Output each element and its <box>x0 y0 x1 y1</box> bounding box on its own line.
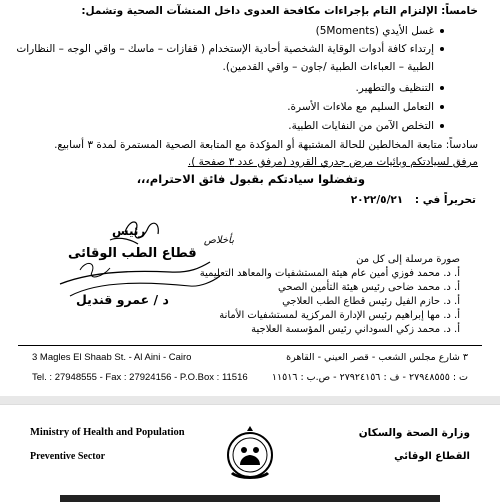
bullet-item: غسل الأيدي (5Moments) <box>316 24 444 38</box>
bullet-dot-icon <box>440 105 444 109</box>
date-label: تحريراً في : <box>414 194 476 206</box>
recipients-intro: صورة مرسلة إلى كل من <box>356 254 460 265</box>
footer-phones-en: Tel. : 27948555 - Fax : 27924156 - P.O.Box : 11516 <box>32 372 248 383</box>
bullet-item: التخلص الآمن من النفايات الطبية. <box>288 119 444 133</box>
ministry-emblem-icon <box>222 423 278 483</box>
recipient-item: أ. د. حازم الفيل رئيس قطاع الطب العلاجي <box>282 296 460 307</box>
ministry-name-ar: وزارة الصحة والسكان <box>358 427 470 439</box>
closing-line: وتفضلوا سيادتكم بقبول فائق الاحترام،،، <box>136 172 365 186</box>
footer-address-en: 3 Magles El Shaab St. - Al Aini - Cairo <box>32 352 192 363</box>
document-page-2 <box>0 404 500 502</box>
date-line <box>351 193 476 207</box>
sector-name-ar: القطاع الوقائي <box>394 451 470 462</box>
signature-scribble-text: بأخلاص <box>203 235 234 246</box>
section-six: سادساً: متابعة المخالطين للحالة المشتبهة أو المؤكدة مع المتابعة الصحية المستمرة لمدة ٣ أسابيع. <box>54 139 478 151</box>
recipient-item: أ. د. مها إبراهيم رئيس الإدارة المركزية لمستشفيات الأمانة <box>219 310 460 321</box>
bullet-dot-icon <box>440 47 444 51</box>
bullet-dot-icon <box>440 124 444 128</box>
ministry-name-en: Ministry of Health and Population <box>30 427 185 438</box>
footer-address-ar: ٣ شارع مجلس الشعب - قصر العيني - القاهرة <box>286 352 468 363</box>
footer-divider <box>18 345 482 346</box>
bullet-item: التنظيف والتطهير. <box>355 81 444 95</box>
signer-title-line2: قطاع الطب الوقائى <box>68 246 197 261</box>
bullet-dot-icon <box>440 86 444 90</box>
recipient-item: أ. د. محمد زكي السوداني رئيس المؤسسة العلاجية <box>251 324 460 335</box>
bullet-item: التعامل السليم مع ملاءات الأسرة. <box>287 100 444 114</box>
date-value: ٢٠٢٢/٥/٢١ <box>350 194 404 206</box>
recipient-item: أ. د. محمد ضاحى رئيس هيئة التأمين الصحي <box>278 282 460 293</box>
bullet-item-continuation: الطبية – العباءات الطبية /جاون – واقي القدمين). <box>222 61 434 73</box>
bullet-dot-icon <box>440 29 444 33</box>
bullet-item: إرتداء كافة أدوات الوقاية الشخصية أحادية الإستخدام ( قفازات – ماسك – واقي الوجه – النظارات <box>16 42 444 56</box>
footer-phones-ar: ت : ٢٧٩٤٨٥٥٥ - ف : ٢٧٩٢٤١٥٦ - ص.ب : ١١٥١٦ <box>271 372 468 383</box>
page-separator <box>0 396 500 404</box>
signer-title-line1: رئيس <box>112 224 146 238</box>
signer-name: د / عمرو قنديل <box>76 292 169 307</box>
section-five-heading: خامساً: الإلتزام التام بإجراءات مكافحة العدوى داخل المنشآت الصحية وتشمل: <box>81 5 478 17</box>
signature-block <box>40 210 240 320</box>
attachment-note: مرفق لسيادتكم وبائيات مرض جدري القرود (مرفق عدد ٣ صفحة ). <box>187 156 478 168</box>
recipient-item: أ. د. محمد فوزي أمين عام هيئة المستشفيات والمعاهد التعليمية <box>199 268 460 279</box>
sector-name-en: Preventive Sector <box>30 451 106 462</box>
